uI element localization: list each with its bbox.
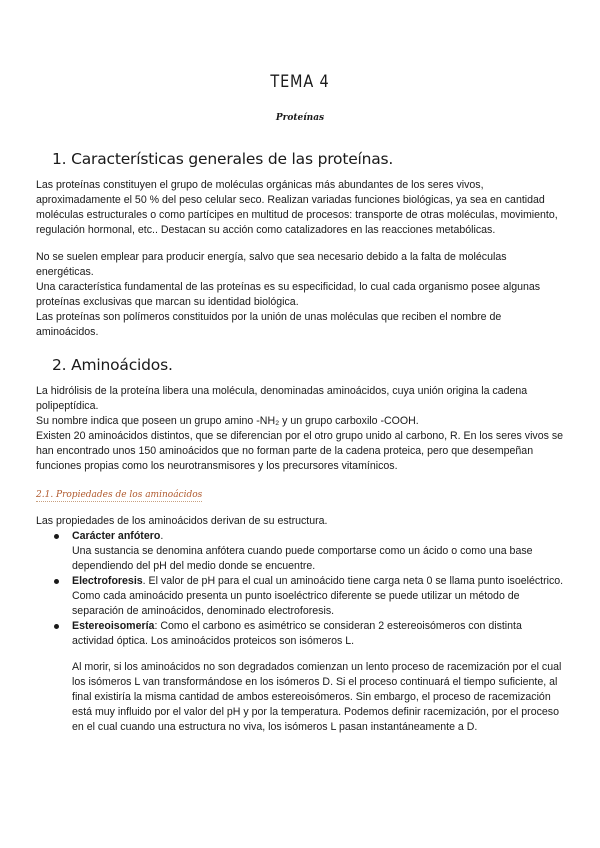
bullet-icon	[54, 579, 59, 584]
subsection-2-1-intro: Las propiedades de los aminoácidos derivan de su estructura.	[36, 515, 328, 527]
property-separator: :	[154, 620, 158, 632]
section-2-heading: 2. Aminoácidos.	[52, 356, 173, 374]
property-term: Estereoisomería	[72, 620, 155, 632]
section-1-paragraph-4: Las proteínas son polímeros constituidos por la unión de unas moléculas que reciben el nombre de aminoácidos.	[36, 311, 502, 338]
property-separator: .	[142, 575, 146, 587]
property-text: El valor de pH para el cual un aminoácido tiene carga neta 0 se llama punto isoeléctrico. Como cada aminoácido presenta un punto isoeléctrico diferente se puede utilizar un método de separación de aminoácidos, denominado electroforesis.	[72, 575, 564, 617]
properties-list	[36, 529, 566, 649]
property-item-amphoteric	[36, 529, 566, 574]
section-2-paragraph-1: La hidrólisis de la proteína libera una molécula, denominadas aminoácidos, cuya unión origina la cadena polipeptídica.	[36, 385, 528, 412]
section-2-paragraph-3: Existen 20 aminoácidos distintos, que se diferencian por el otro grupo unido al carbono, R. En los seres vivos se han encontrado unos 150 aminoácidos que no forman parte de la cadena proteica, pero que desempeñan funciones propias como los neurotransmisores y los precursores vitamínicos.	[36, 430, 564, 472]
section-1-paragraph-1: Las proteínas constituyen el grupo de moléculas orgánicas más abundantes de los seres vivos, aproximadamente el 50 % del peso celular seco. Realizan variadas funciones biológicas, ya sea en cantidad moléculas estructurales o como partícipes en multitud de procesos: transporte de otras moléculas, movimiento, regulación hormonal, etc.. Destacan su acción como catalizadores en las reacciones metabólicas.	[36, 179, 558, 236]
property-text: Una sustancia se denomina anfótera cuando puede comportarse como un ácido o como una base dependiendo del pH del medio donde se encuentre.	[72, 545, 533, 572]
property-term: Carácter anfótero	[72, 530, 161, 542]
racemization-paragraph: Al morir, si los aminoácidos no son degradados comienzan un lento proceso de racemización por el cual los isómeros L van transformándose en los isómeros D. Si el proceso continuará el tiempo suficiente, al final existiría la misma cantidad de ambos estereoisómeros. Sin embargo, el proceso de racemización está muy influido por el valor del pH y por la temperatura. Podemos definir racemización, por el proceso en el cual cuando una estructura no viva, los isómeros L pasan instantáneamente a D.	[72, 661, 562, 733]
property-separator: .	[160, 530, 164, 542]
document-subtitle: Proteínas	[275, 113, 325, 123]
property-text: Como el carbono es asimétrico se consideran 2 estereoisómeros con distinta actividad óptica. Los aminoácidos proteicos son isómeros L.	[72, 620, 522, 647]
subsection-2-1-heading: 2.1. Propiedades de los aminoácidos	[36, 490, 203, 500]
section-1-heading: 1. Características generales de las proteínas.	[52, 150, 394, 168]
property-item-stereoisomerism	[36, 619, 566, 649]
bullet-icon	[54, 624, 59, 629]
document-title: TEMA 4	[270, 72, 330, 92]
section-1-paragraph-2: No se suelen emplear para producir energía, salvo que sea necesario debido a la falta de moléculas energéticas.	[36, 251, 507, 278]
bullet-icon	[54, 534, 59, 539]
section-1-paragraph-3: Una característica fundamental de las proteínas es su especificidad, lo cual cada organismo posee algunas proteínas exclusivas que marcan su identidad biológica.	[36, 281, 541, 308]
property-item-electrophoresis	[36, 574, 566, 619]
section-2-paragraph-2: Su nombre indica que poseen un grupo amino -NH₂ y un grupo carboxilo -COOH.	[36, 415, 419, 427]
property-term: Electroforesis	[72, 575, 143, 587]
